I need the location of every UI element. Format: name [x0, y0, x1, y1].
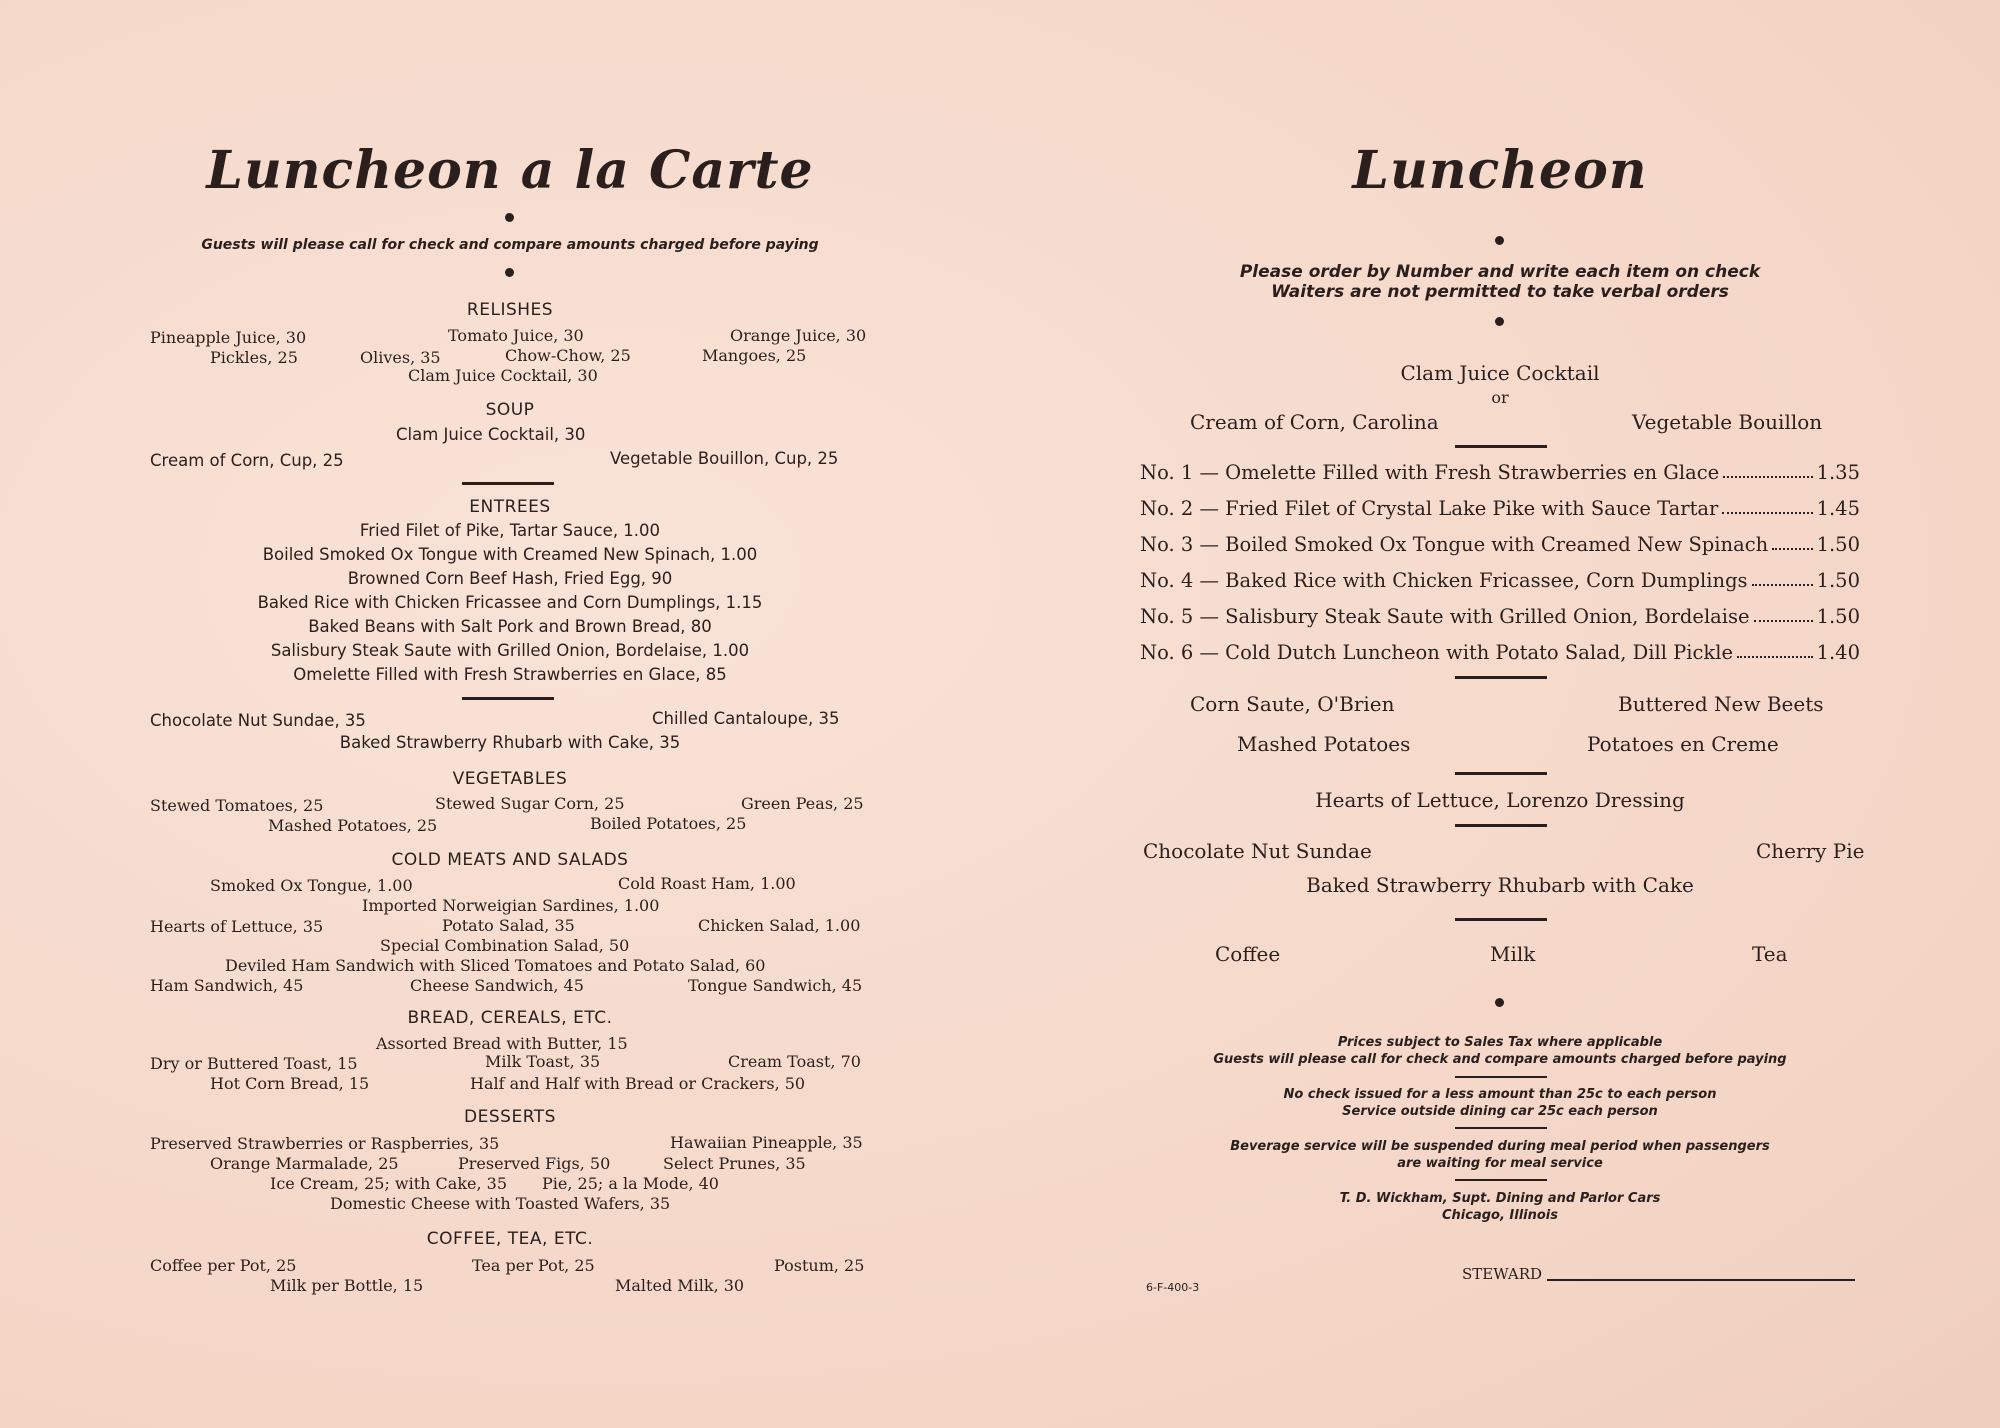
menu-item: Pickles, 25	[210, 348, 298, 367]
numbered-meal: No. 3 — Boiled Smoked Ox Tongue with Creamed New Spinach 1.50	[1140, 533, 1860, 556]
numbered-meal: No. 1 — Omelette Filled with Fresh Strawberries en Glace 1.35	[1140, 461, 1860, 484]
signature-note: Chicago, Illinois	[1441, 1208, 1559, 1223]
entree-item: Baked Beans with Salt Pork and Brown Bread, 80	[308, 617, 712, 636]
dessert-item: Chocolate Nut Sundae	[1143, 839, 1372, 863]
side-item: Buttered New Beets	[1618, 692, 1824, 716]
dessert-item: Cherry Pie	[1756, 839, 1865, 863]
entrees-heading: ENTREES	[469, 497, 551, 517]
divider	[1455, 772, 1547, 775]
menu-item: Pineapple Juice, 30	[150, 328, 307, 347]
a-la-carte-page	[140, 0, 880, 1428]
menu-item: Orange Juice, 30	[730, 326, 867, 345]
relishes-heading: RELISHES	[466, 300, 554, 320]
entree-item: Baked Rice with Chicken Fricassee and Corn Dumplings, 1.15	[257, 593, 763, 612]
footer-note: Service outside dining car 25c each person	[1342, 1104, 1658, 1119]
menu-item: Coffee per Pot, 25	[150, 1256, 297, 1275]
page-title: Luncheon	[1352, 140, 1648, 201]
menu-item: Pie, 25; a la Mode, 40	[542, 1174, 719, 1193]
menu-item: Special Combination Salad, 50	[380, 936, 630, 955]
signature-note: T. D. Wickham, Supt. Dining and Parlor Cars	[1339, 1191, 1661, 1206]
bullet-dot	[1495, 998, 1504, 1007]
or-label: or	[1491, 388, 1509, 407]
order-instruction: Please order by Number and write each item on check	[1239, 262, 1761, 282]
bullet-dot	[505, 213, 514, 222]
menu-item: Assorted Bread with Butter, 15	[376, 1034, 628, 1053]
menu-item: Stewed Sugar Corn, 25	[435, 794, 625, 813]
menu-item: Hawaiian Pineapple, 35	[670, 1133, 863, 1152]
cold-meats-heading: COLD MEATS AND SALADS	[391, 850, 629, 870]
beverage-item: Tea	[1752, 942, 1788, 966]
menu-item: Milk per Bottle, 15	[270, 1276, 424, 1295]
entree-item: Salisbury Steak Saute with Grilled Onion, Bordelaise, 1.00	[270, 641, 750, 660]
order-instruction: Waiters are not permitted to take verbal orders	[1271, 282, 1729, 302]
menu-item: Chilled Cantaloupe, 35	[652, 709, 840, 728]
menu-item: Cream of Corn, Cup, 25	[150, 451, 344, 470]
steward-signature-line	[1547, 1279, 1855, 1281]
table-d-hote-page	[1140, 0, 1865, 1428]
menu-item: Tongue Sandwich, 45	[688, 976, 863, 995]
bread-heading: BREAD, CEREALS, ETC.	[407, 1008, 613, 1028]
divider	[1455, 1179, 1547, 1181]
menu-item: Preserved Strawberries or Raspberries, 35	[150, 1134, 500, 1153]
divider	[462, 697, 554, 700]
numbered-meal: No. 4 — Baked Rice with Chicken Fricassee, Corn Dumplings 1.50	[1140, 569, 1860, 592]
menu-item: Hearts of Lettuce, 35	[150, 917, 324, 936]
desserts-heading: DESSERTS	[464, 1107, 556, 1127]
bullet-dot	[1495, 236, 1504, 245]
salad-item: Hearts of Lettuce, Lorenzo Dressing	[1315, 788, 1685, 812]
menu-item: Green Peas, 25	[741, 794, 864, 813]
menu-item: Ham Sandwich, 45	[150, 976, 304, 995]
footer-note: Beverage service will be suspended during meal period when passengers	[1230, 1139, 1770, 1154]
menu-item: Chocolate Nut Sundae, 35	[150, 711, 366, 730]
divider	[1455, 676, 1547, 679]
divider	[1455, 1076, 1547, 1078]
starter-item: Vegetable Bouillon	[1632, 410, 1823, 434]
menu-item: Cold Roast Ham, 1.00	[618, 874, 796, 893]
side-item: Corn Saute, O'Brien	[1190, 692, 1395, 716]
dessert-item: Baked Strawberry Rhubarb with Cake	[1306, 873, 1694, 897]
divider	[1455, 824, 1547, 827]
page-title: Luncheon a la Carte	[206, 140, 814, 201]
menu-item: Tea per Pot, 25	[472, 1256, 595, 1275]
menu-item: Domestic Cheese with Toasted Wafers, 35	[330, 1194, 671, 1213]
menu-item: Milk Toast, 35	[485, 1052, 601, 1071]
menu-item: Olives, 35	[360, 348, 441, 367]
menu-item: Postum, 25	[774, 1256, 865, 1275]
payment-notice: Guests will please call for check and compare amounts charged before paying	[201, 237, 819, 253]
menu-item: Orange Marmalade, 25	[210, 1154, 399, 1173]
menu-item: Select Prunes, 35	[663, 1154, 806, 1173]
soup-heading: SOUP	[485, 400, 535, 420]
beverage-item: Milk	[1490, 942, 1536, 966]
side-item: Mashed Potatoes	[1237, 732, 1411, 756]
menu-item: Hot Corn Bread, 15	[210, 1074, 370, 1093]
numbered-meal: No. 5 — Salisbury Steak Saute with Grilled Onion, Bordelaise 1.50	[1140, 605, 1860, 628]
menu-item: Tomato Juice, 30	[448, 326, 584, 345]
starter-item: Clam Juice Cocktail	[1400, 361, 1600, 385]
divider	[462, 482, 554, 485]
form-code: 6-F-400-3	[1146, 1281, 1200, 1294]
entree-item: Boiled Smoked Ox Tongue with Creamed New Spinach, 1.00	[262, 545, 758, 564]
menu-item: Stewed Tomatoes, 25	[150, 796, 324, 815]
divider	[1455, 1127, 1547, 1129]
menu-item: Boiled Potatoes, 25	[590, 814, 747, 833]
menu-item: Potato Salad, 35	[442, 916, 575, 935]
menu-item: Clam Juice Cocktail, 30	[408, 366, 598, 385]
menu-item: Chow-Chow, 25	[505, 346, 631, 365]
menu-item: Vegetable Bouillon, Cup, 25	[610, 449, 839, 468]
menu-item: Baked Strawberry Rhubarb with Cake, 35	[339, 733, 681, 752]
entree-item: Fried Filet of Pike, Tartar Sauce, 1.00	[359, 521, 661, 540]
menu-item: Dry or Buttered Toast, 15	[150, 1054, 358, 1073]
divider	[1455, 445, 1547, 448]
footer-note: are waiting for meal service	[1397, 1156, 1603, 1171]
entree-item: Omelette Filled with Fresh Strawberries en Glace, 85	[293, 665, 727, 684]
divider	[1455, 918, 1547, 921]
menu-item: Clam Juice Cocktail, 30	[396, 425, 586, 444]
menu-item: Malted Milk, 30	[615, 1276, 745, 1295]
bullet-dot	[505, 268, 514, 277]
beverage-item: Coffee	[1215, 942, 1281, 966]
starter-item: Cream of Corn, Carolina	[1190, 410, 1439, 434]
menu-item: Chicken Salad, 1.00	[698, 916, 861, 935]
menu-item: Half and Half with Bread or Crackers, 50	[470, 1074, 806, 1093]
menu-item: Mangoes, 25	[702, 346, 807, 365]
menu-item: Mashed Potatoes, 25	[268, 816, 438, 835]
menu-item: Ice Cream, 25; with Cake, 35	[270, 1174, 508, 1193]
steward-label: STEWARD	[1462, 1265, 1543, 1283]
menu-item: Smoked Ox Tongue, 1.00	[210, 876, 413, 895]
menu-item: Imported Norweigian Sardines, 1.00	[362, 896, 660, 915]
menu-item: Preserved Figs, 50	[458, 1154, 611, 1173]
footer-note: Prices subject to Sales Tax where applicable	[1337, 1035, 1663, 1050]
menu-item: Cream Toast, 70	[728, 1052, 861, 1071]
bullet-dot	[1495, 317, 1504, 326]
numbered-meal: No. 2 — Fried Filet of Crystal Lake Pike with Sauce Tartar 1.45	[1140, 497, 1860, 520]
side-item: Potatoes en Creme	[1587, 732, 1779, 756]
menu-item: Deviled Ham Sandwich with Sliced Tomatoes and Potato Salad, 60	[225, 956, 766, 975]
numbered-meal: No. 6 — Cold Dutch Luncheon with Potato Salad, Dill Pickle 1.40	[1140, 641, 1860, 664]
footer-note: No check issued for a less amount than 25c to each person	[1283, 1087, 1717, 1102]
footer-note: Guests will please call for check and compare amounts charged before paying	[1213, 1052, 1787, 1067]
menu-item: Cheese Sandwich, 45	[410, 976, 584, 995]
vegetables-heading: VEGETABLES	[452, 769, 568, 789]
entree-item: Browned Corn Beef Hash, Fried Egg, 90	[347, 569, 673, 588]
coffee-heading: COFFEE, TEA, ETC.	[426, 1229, 594, 1249]
